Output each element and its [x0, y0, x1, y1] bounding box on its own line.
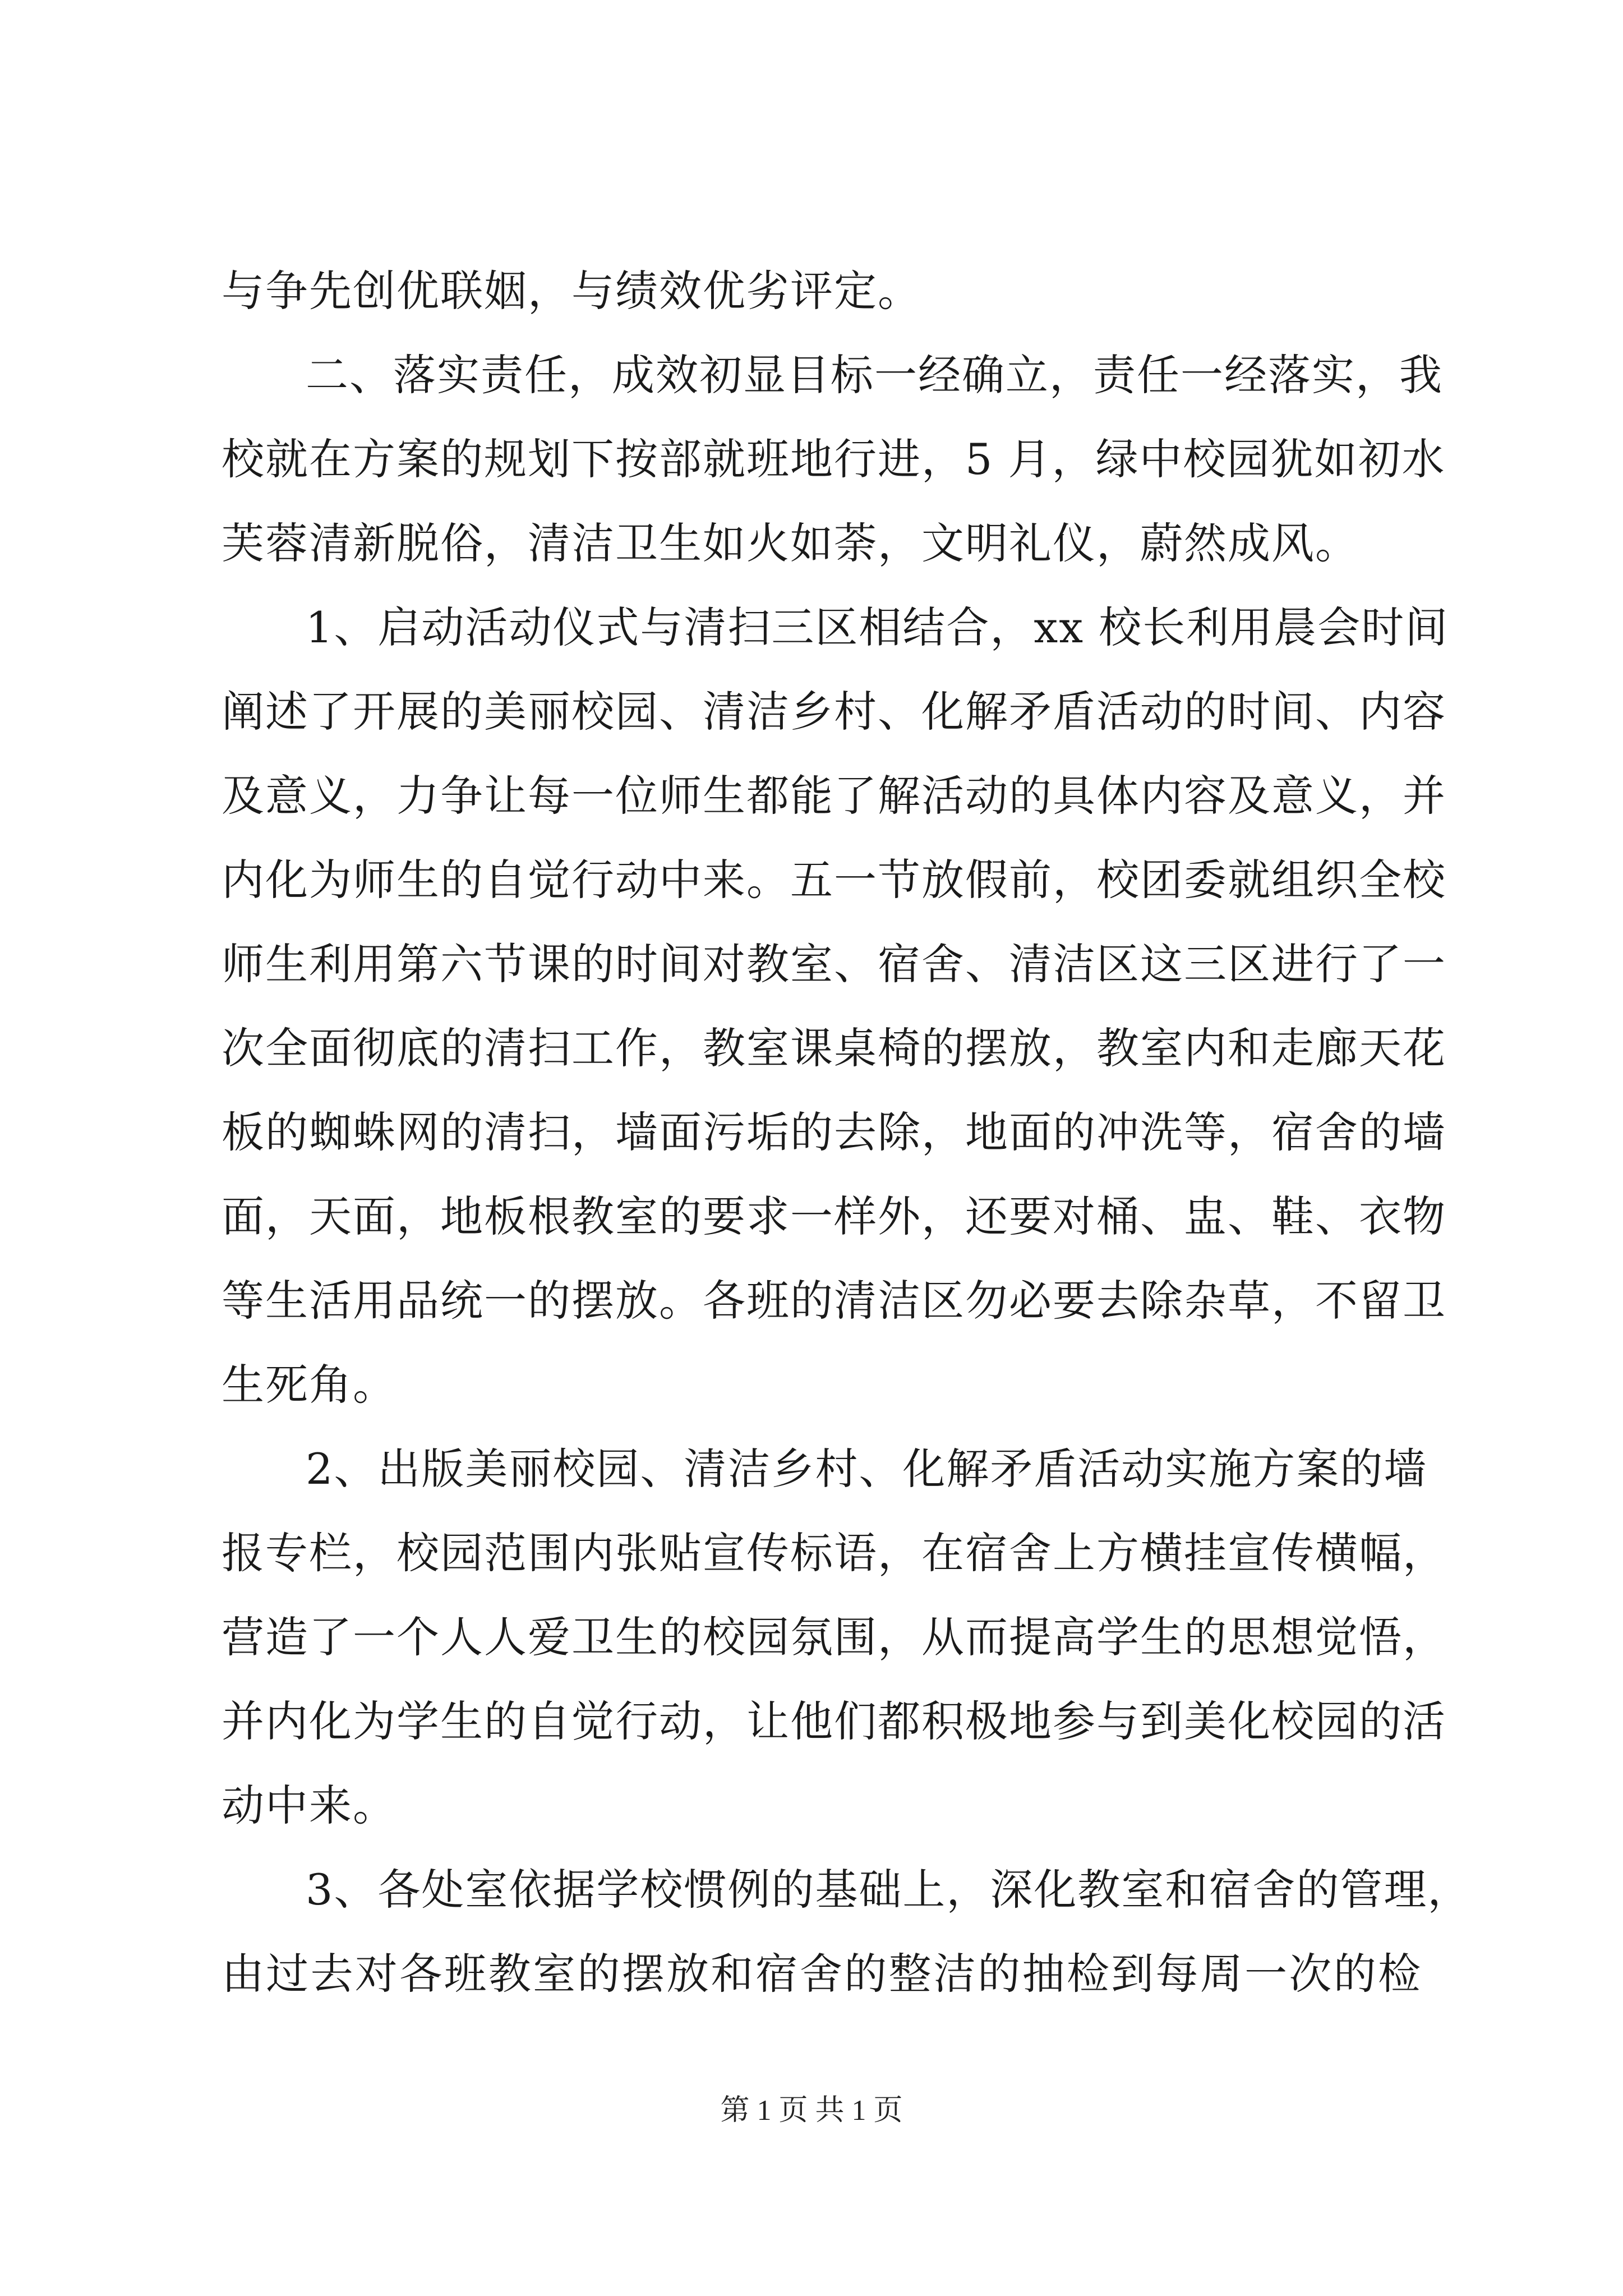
text-line: 阐述了开展的美丽校园、清洁乡村、化解矛盾活动的时间、内容	[222, 687, 1446, 737]
text-line: 等生活用品统一的摆放。各班的清洁区勿必要去除杂草，不留卫	[222, 1276, 1446, 1326]
text-line: 营造了一个人人爱卫生的校园氛围，从而提高学生的思想觉悟，	[222, 1612, 1446, 1662]
text-line: 与争先创优联姻，与绩效优劣评定。	[222, 266, 921, 316]
text-line: 报专栏，校园范围内张贴宣传标语，在宿舍上方横挂宣传横幅，	[222, 1528, 1446, 1578]
text-line: 动中来。	[222, 1780, 396, 1830]
text-line: 3、各处室依据学校惯例的基础上，深化教室和宿舍的管理，	[306, 1865, 1472, 1915]
page-footer: 第 1 页 共 1 页	[720, 2095, 903, 2127]
text-line: 师生利用第六节课的时间对教室、宿舍、清洁区这三区进行了一	[222, 939, 1446, 989]
text-line: 1、启动活动仪式与清扫三区相结合，xx 校长利用晨会时间	[306, 602, 1449, 652]
text-line: 内化为师生的自觉行动中来。五一节放假前，校团委就组织全校	[222, 855, 1446, 905]
text-line: 面，天面，地板根教室的要求一样外，还要对桶、盅、鞋、衣物	[222, 1191, 1446, 1241]
text-line: 芙蓉清新脱俗，清洁卫生如火如荼，文明礼仪，蔚然成风。	[222, 518, 1359, 568]
text-line: 及意义，力争让每一位师生都能了解活动的具体内容及意义，并	[222, 771, 1446, 821]
text-line: 2、出版美丽校园、清洁乡村、化解矛盾活动实施方案的墙	[306, 1444, 1428, 1494]
text-line: 板的蜘蛛网的清扫，墙面污垢的去除，地面的冲洗等，宿舍的墙	[222, 1107, 1446, 1157]
text-line: 校就在方案的规划下按部就班地行进，5 月，绿中校园犹如初水	[222, 434, 1446, 484]
text-line: 并内化为学生的自觉行动，让他们都积极地参与到美化校园的活	[222, 1696, 1446, 1746]
text-line: 次全面彻底的清扫工作，教室课桌椅的摆放，教室内和走廊天花	[222, 1023, 1446, 1073]
text-line: 由过去对各班教室的摆放和宿舍的整洁的抽检到每周一次的检	[222, 1949, 1422, 1999]
text-line: 生死角。	[222, 1360, 396, 1410]
text-line: 二、落实责任，成效初显目标一经确立，责任一经落实，我	[306, 350, 1443, 400]
